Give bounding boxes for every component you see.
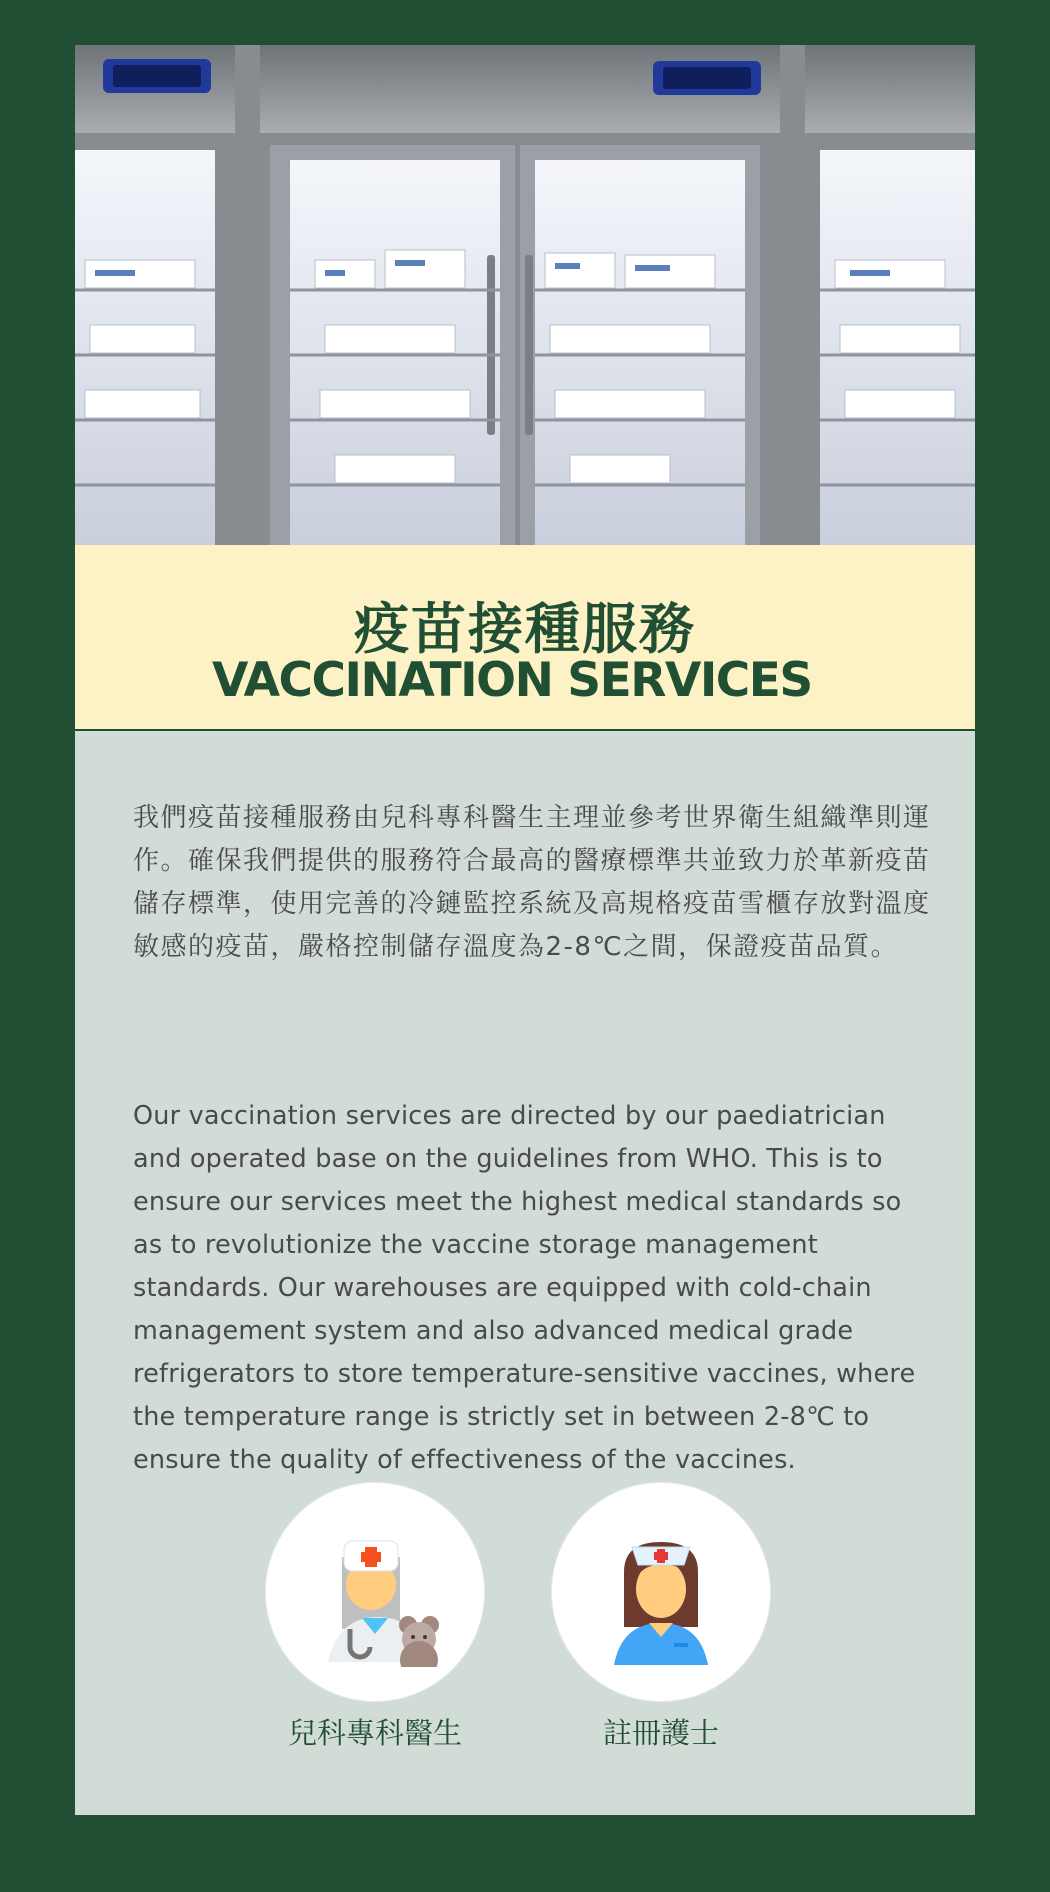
description-en: Our vaccination services are directed by our paediatrician and operated base on the guidelines from WHO. This is to ensure our services meet the highest medical standards so as to revolutionize the vaccine storage management standards. Our warehouses are equipped with cold-chain management system and also advanced medical grade refrigerators to store temperature-sensitive vaccines, where the temperature range is strictly set in between 2-8℃ to ensure the quality of effectiveness of the vaccines. bbox=[133, 1101, 916, 1475]
staff-nurse bbox=[531, 1483, 791, 1752]
staff-label-paediatrician: 兒科專科醫生 bbox=[287, 1716, 462, 1750]
title-band bbox=[75, 545, 975, 731]
page-title-zh: 疫苗接種服務 bbox=[353, 597, 696, 661]
paediatrician-icon-circle bbox=[266, 1483, 484, 1701]
nurse-icon-circle bbox=[552, 1483, 770, 1701]
page-title-en: VACCINATION SERVICES bbox=[212, 653, 812, 708]
vaccine-fridge-photo bbox=[75, 45, 975, 545]
staff-paediatrician bbox=[245, 1483, 505, 1752]
content-card bbox=[75, 45, 975, 1815]
staff-label-nurse: 註冊護士 bbox=[602, 1716, 719, 1750]
nurse-icon bbox=[586, 1517, 736, 1667]
paediatrician-icon bbox=[300, 1517, 450, 1667]
description-zh: 我們疫苗接種服務由兒科專科醫生主理並參考世界衛生組織準則運作。確保我們提供的服務符合最高的醫療標準共並致力於革新疫苗儲存標準，使用完善的冷鏈監控系統及高規格疫苗雪櫃存放對溫度敏感的疫苗，嚴格控制儲存溫度為2-8℃之間，保證疫苗品質。 bbox=[133, 803, 931, 962]
